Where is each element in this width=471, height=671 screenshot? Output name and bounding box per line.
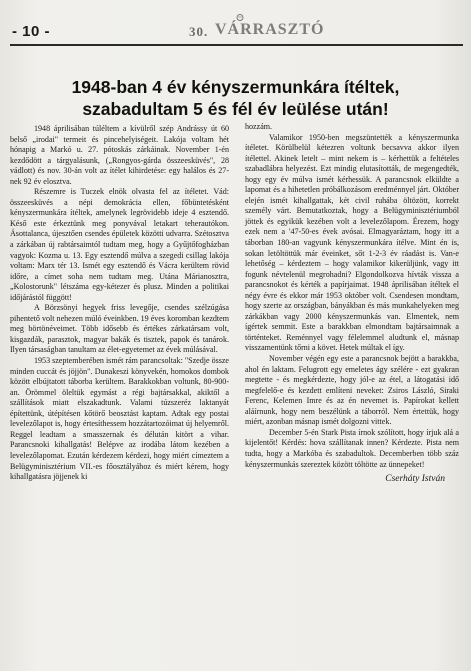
article-paragraph: Valamikor 1950-ben megszüntették a kényszermunka ítéletet. Körülbelül kétezren voltunk becsavva akkor ilyen ítélettel. Akinek letelt – mint nekem is – kérhettük a feltételes szabadlábra helyezést. Ezt mindig elutasították, de megengedték, hogy egy év múlva ismét kérhessük. A parancsnok elküldte a lapomat és a hihetetlen próbálkozásom eredménnyel járt. Október elején ismét kihallgattak, két civil ruhába öltözött, korrekt személy várt. Bemutatkoztak, hogy a Belügyminisztériumból jöttek és egyikük kezében volt a levelezőlapom. Érezem, hogy ezek nem a '47-50-es évek avósai. Elmagyaráztam, hogy itt a táborban 180-an vagyunk kényszermunkára ítélve. Mint én is, sokan letöltöttük már éveinket, sőt 1-2-3 év ráadást is. Van-e lehetőség – kérdeztem – hogy valamikor kikerüljünk, vagy itt fogunk névtelenül megrohadni? Elgondolkozva hívták vissza a parancsnokot és kérték a papírjaimat. 1948 áprilisában ítéltek el négy évre és ekkor már 1953 október volt. Csendesen mondtam, hogy szerte az országban, bányákban és más munkahelyeken meg zárkákban vagy 2000 kényszermunkás van. Elmentek, nem ígértek semmit. Este a barakkban elmondtam bajtársaimnak a történteket. Reménnyel vagy félelemmel aludtunk el, másnap visszamentünk tőrni a követ. Hetek múltak el így. — [245, 132, 459, 353]
article-paragraph: 1948 áprilisában túléltem a kívülről szép Andrássy út 60 belső „irodai" termeit és pincehelyiségeit. Lakója voltam hét hónapig a Markó u. 27. pótoskás zárkáinak. November 1-én kezdődött a tárgyalásunk, („Rongyos-gárda összeesküvés", 28 vádlott) és nov. 30-án volt az ítélet kihirdetése: egy halálos és 27-nek 92 év elosztva. — [10, 124, 229, 186]
owl-icon — [236, 13, 244, 21]
article-paragraph: December 5-én Stark Pista írnok szólított, hogy írjuk alá a kijelentőt! Kérdés: hova szállítanak innen? Kérdezte. Pista nem tudta, hogy a Markóba és szabadultok. Decemberben több száz kényszermunkás szereztek között töltötte az ünnepeket! — [245, 427, 459, 469]
article-column-left — [10, 124, 229, 483]
page-header — [0, 20, 471, 46]
article-paragraph: hozzám. — [245, 122, 273, 131]
masthead-title: VÁRRASZTÓ — [215, 21, 325, 38]
article-column-right — [245, 122, 459, 485]
masthead — [215, 21, 324, 39]
header-divider — [10, 44, 463, 46]
article-title-line-1: 1948-ban 4 év kényszermunkára ítéltek, — [71, 77, 400, 97]
article-paragraph: Részemre is Tuczek elnök olvasta fel az ítéletet. Vád: összeesküvés a népi demokrácia ellen, főbüntetésként kényszermunkára ítéltek, amelynek legrövidebb ideje 4 esztendő. Késő este érkeztünk meg ponyvával letakart teherautókon. Ásottalanca, újesztően csendes épületek közötti udvarra. Szétosztva a zárkában új rabtársaimtól tudtam meg, hogy a Gyűjtőfogházban vagyok: Kozma u. 13. Egy esztendő múlva a szegedi csillag lakója voltam: Marx tér 13. Ismét egy esztendő és Vácra kerültem rövid időre, a címet soha nem tudtam meg. Utána Márianosztra, „Kolostorunk" létszáma egy-kétezer és plusz. Minden a politikai időjárástól függött! — [10, 187, 229, 302]
author-signature: Cserháty István — [385, 474, 445, 485]
article-title-line-2: szabadultam 5 és fél év leülése után! — [82, 99, 389, 119]
article-paragraph: A Börzsönyi hegyek friss levegője, csendes szélzúgása pihentető volt nehezen múló éveinkben. 19 éves koromban kezdtem meg börtönéveimet. Több idősebb és értékes zárkatársam volt, kisgazdák, parasztok, magyar bakák és tisztek, papok és tanárok. Ilyen társaságban tanultam az élet-egyetemet az évek múlásával. — [10, 303, 229, 355]
page-number: - 10 - — [12, 23, 51, 40]
article-paragraph: November végén egy este a parancsnok bejött a barakkba, ahol én laktam. Felugrott egy emeletes ágy szélére - ezt gyakran megtette - és megkérdezte, hogy jól-e az étel, a látogatási idő megfelelő-e és kezdett említeni neveket: Zsiros László, Siraki Ferenc, Kelemen Imre és az én nevemet is. Papírokat kellett aláírnunk, hogy nem beszélünk a táborról. Nem értettük, hogy miért, azonban másnap ismét dolgozni vittek. — [245, 354, 459, 427]
article-title — [0, 76, 471, 120]
issue-number: 30. — [189, 24, 209, 39]
article-paragraph: 1953 szeptemberében ismét rám parancsoltak: "Szedje össze minden cuccát és jöjjön". Dunakeszi könyvekén, homokos dombok között elbújtatott táborba kerültem. Barakkokban voltunk, 80-900-an. Örömmel öleltük egymást a régi bajtársakkal, akiktől a szállítások miatt elszakadtunk. Valami túzszeréz laktanyát építettünk, útépítésen kőtörő beosztást kaptam. Adtak egy postai levelezőlapot is, hogy értesíthessem hozzátartozóimat új helyemről. Reggel leadtam a smasszernak és délután kitört a vihar. Parancsnoki kihallgatás! Belépve az irodába látom kezében a levelezőlapomat. Ezután kérdezem kérdezi, hogy miért címeztem a Belügyminisztérium VII.-es főosztályához és miért kérem, hogy kihallgatásra jöjjenek ki — [10, 356, 229, 482]
